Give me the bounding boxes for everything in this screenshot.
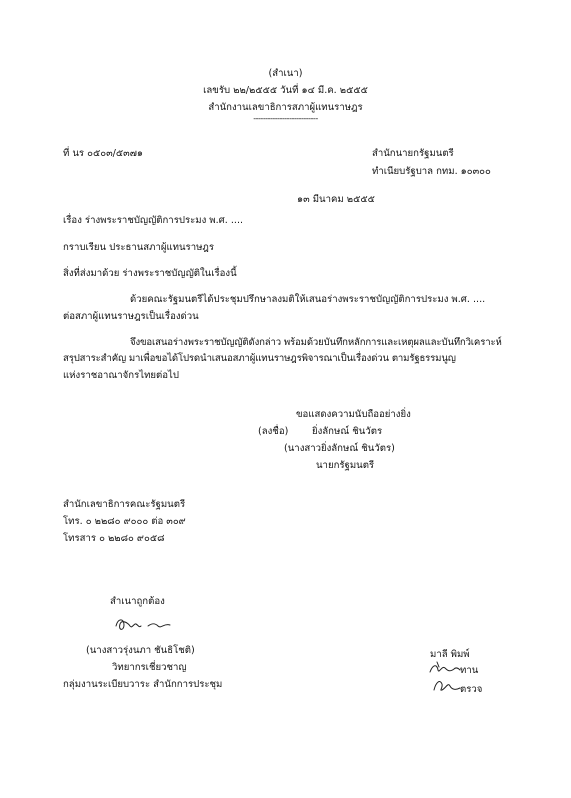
copy-label: (สำเนา) <box>268 68 303 79</box>
header-divider: --------------------------- <box>253 114 318 123</box>
letter-subject: เรื่อง ร่างพระราชบัญญัติการประมง พ.ศ. .... <box>63 215 244 226</box>
reference-number: ที่ นร ๐๕๐๓/๕๓๗๑ <box>63 148 144 159</box>
receiving-office: สำนักงานเลขาธิการสภาผู้แทนราษฎร <box>208 102 363 113</box>
signatory-position: นายกรัฐมนตรี <box>316 460 375 471</box>
sender-office: สำนักนายกรัฐมนตรี <box>372 148 454 159</box>
certifier-unit: กลุ่มงานระเบียบวาระ สำนักการประชุม <box>63 679 223 690</box>
reviewer-label: ทาน <box>460 665 479 676</box>
letter-enclosure: สิ่งที่ส่งมาด้วย ร่างพระราชบัญญัติในเรื่องนี้ <box>63 268 237 279</box>
contact-phone: โทร. ๐ ๒๒๘๐ ๙๐๐๐ ต่อ ๓๐๙ <box>63 516 186 527</box>
paragraph-2-line-3: แห่งราชอาณาจักรไทยต่อไป <box>63 370 179 381</box>
paragraph-2-line-2: สรุปสาระสำคัญ มาเพื่อขอได้โปรดนำเสนอสภาผู้แทนราษฎรพิจารณาเป็นเรื่องด่วน ตามรัฐธรรมนูญ <box>63 353 456 364</box>
checker-label: ตรวจ <box>460 684 483 695</box>
signatory-full-name: (นางสาวยิ่งลักษณ์ ชินวัตร) <box>284 443 395 454</box>
signed-label: (ลงชื่อ) <box>258 426 289 437</box>
certifier-position: วิทยากรเชี่ยวชาญ <box>112 662 187 673</box>
certify-label: สำเนาถูกต้อง <box>110 596 165 607</box>
sender-address: ทำเนียบรัฐบาล กทม. ๑๐๓๐๐ <box>372 166 491 177</box>
letter-date: ๑๓ มีนาคม ๒๕๕๕ <box>297 194 375 205</box>
closing-respect: ขอแสดงความนับถืออย่างยิ่ง <box>296 409 411 420</box>
paragraph-1-line-1: ด้วยคณะรัฐมนตรีได้ประชุมปรึกษาลงมติให้เสนอร่างพระราชบัญญัติการประมง พ.ศ. .... <box>130 294 486 305</box>
certifier-name: (นางสาวรุ่งนภา ชันธิโชติ) <box>86 645 195 656</box>
reviewer-initials <box>428 660 462 676</box>
paragraph-1-line-2: ต่อสภาผู้แทนราษฎรเป็นเรื่องด่วน <box>63 311 199 322</box>
letter-salutation: กราบเรียน ประธานสภาผู้แทนราษฎร <box>63 242 215 253</box>
certifier-signature <box>112 614 174 636</box>
contact-office: สำนักเลขาธิการคณะรัฐมนตรี <box>63 499 186 510</box>
received-number: เลขรับ ๒๒/๒๕๕๕ วันที่ ๑๔ มี.ค. ๒๕๕๕ <box>203 85 368 96</box>
contact-fax: โทรสาร ๐ ๒๒๘๐ ๙๐๕๘ <box>63 533 165 544</box>
paragraph-2-line-1: จึงขอเสนอร่างพระราชบัญญัติดังกล่าว พร้อมด้วยบันทึกหลักการและเหตุผลและบันทึกวิเคราะห์ <box>130 337 502 348</box>
checker-initials <box>430 676 464 694</box>
typist-line: มาลี พิมพ์ <box>430 649 470 660</box>
signed-name: ยิ่งลักษณ์ ชินวัตร <box>312 426 383 437</box>
